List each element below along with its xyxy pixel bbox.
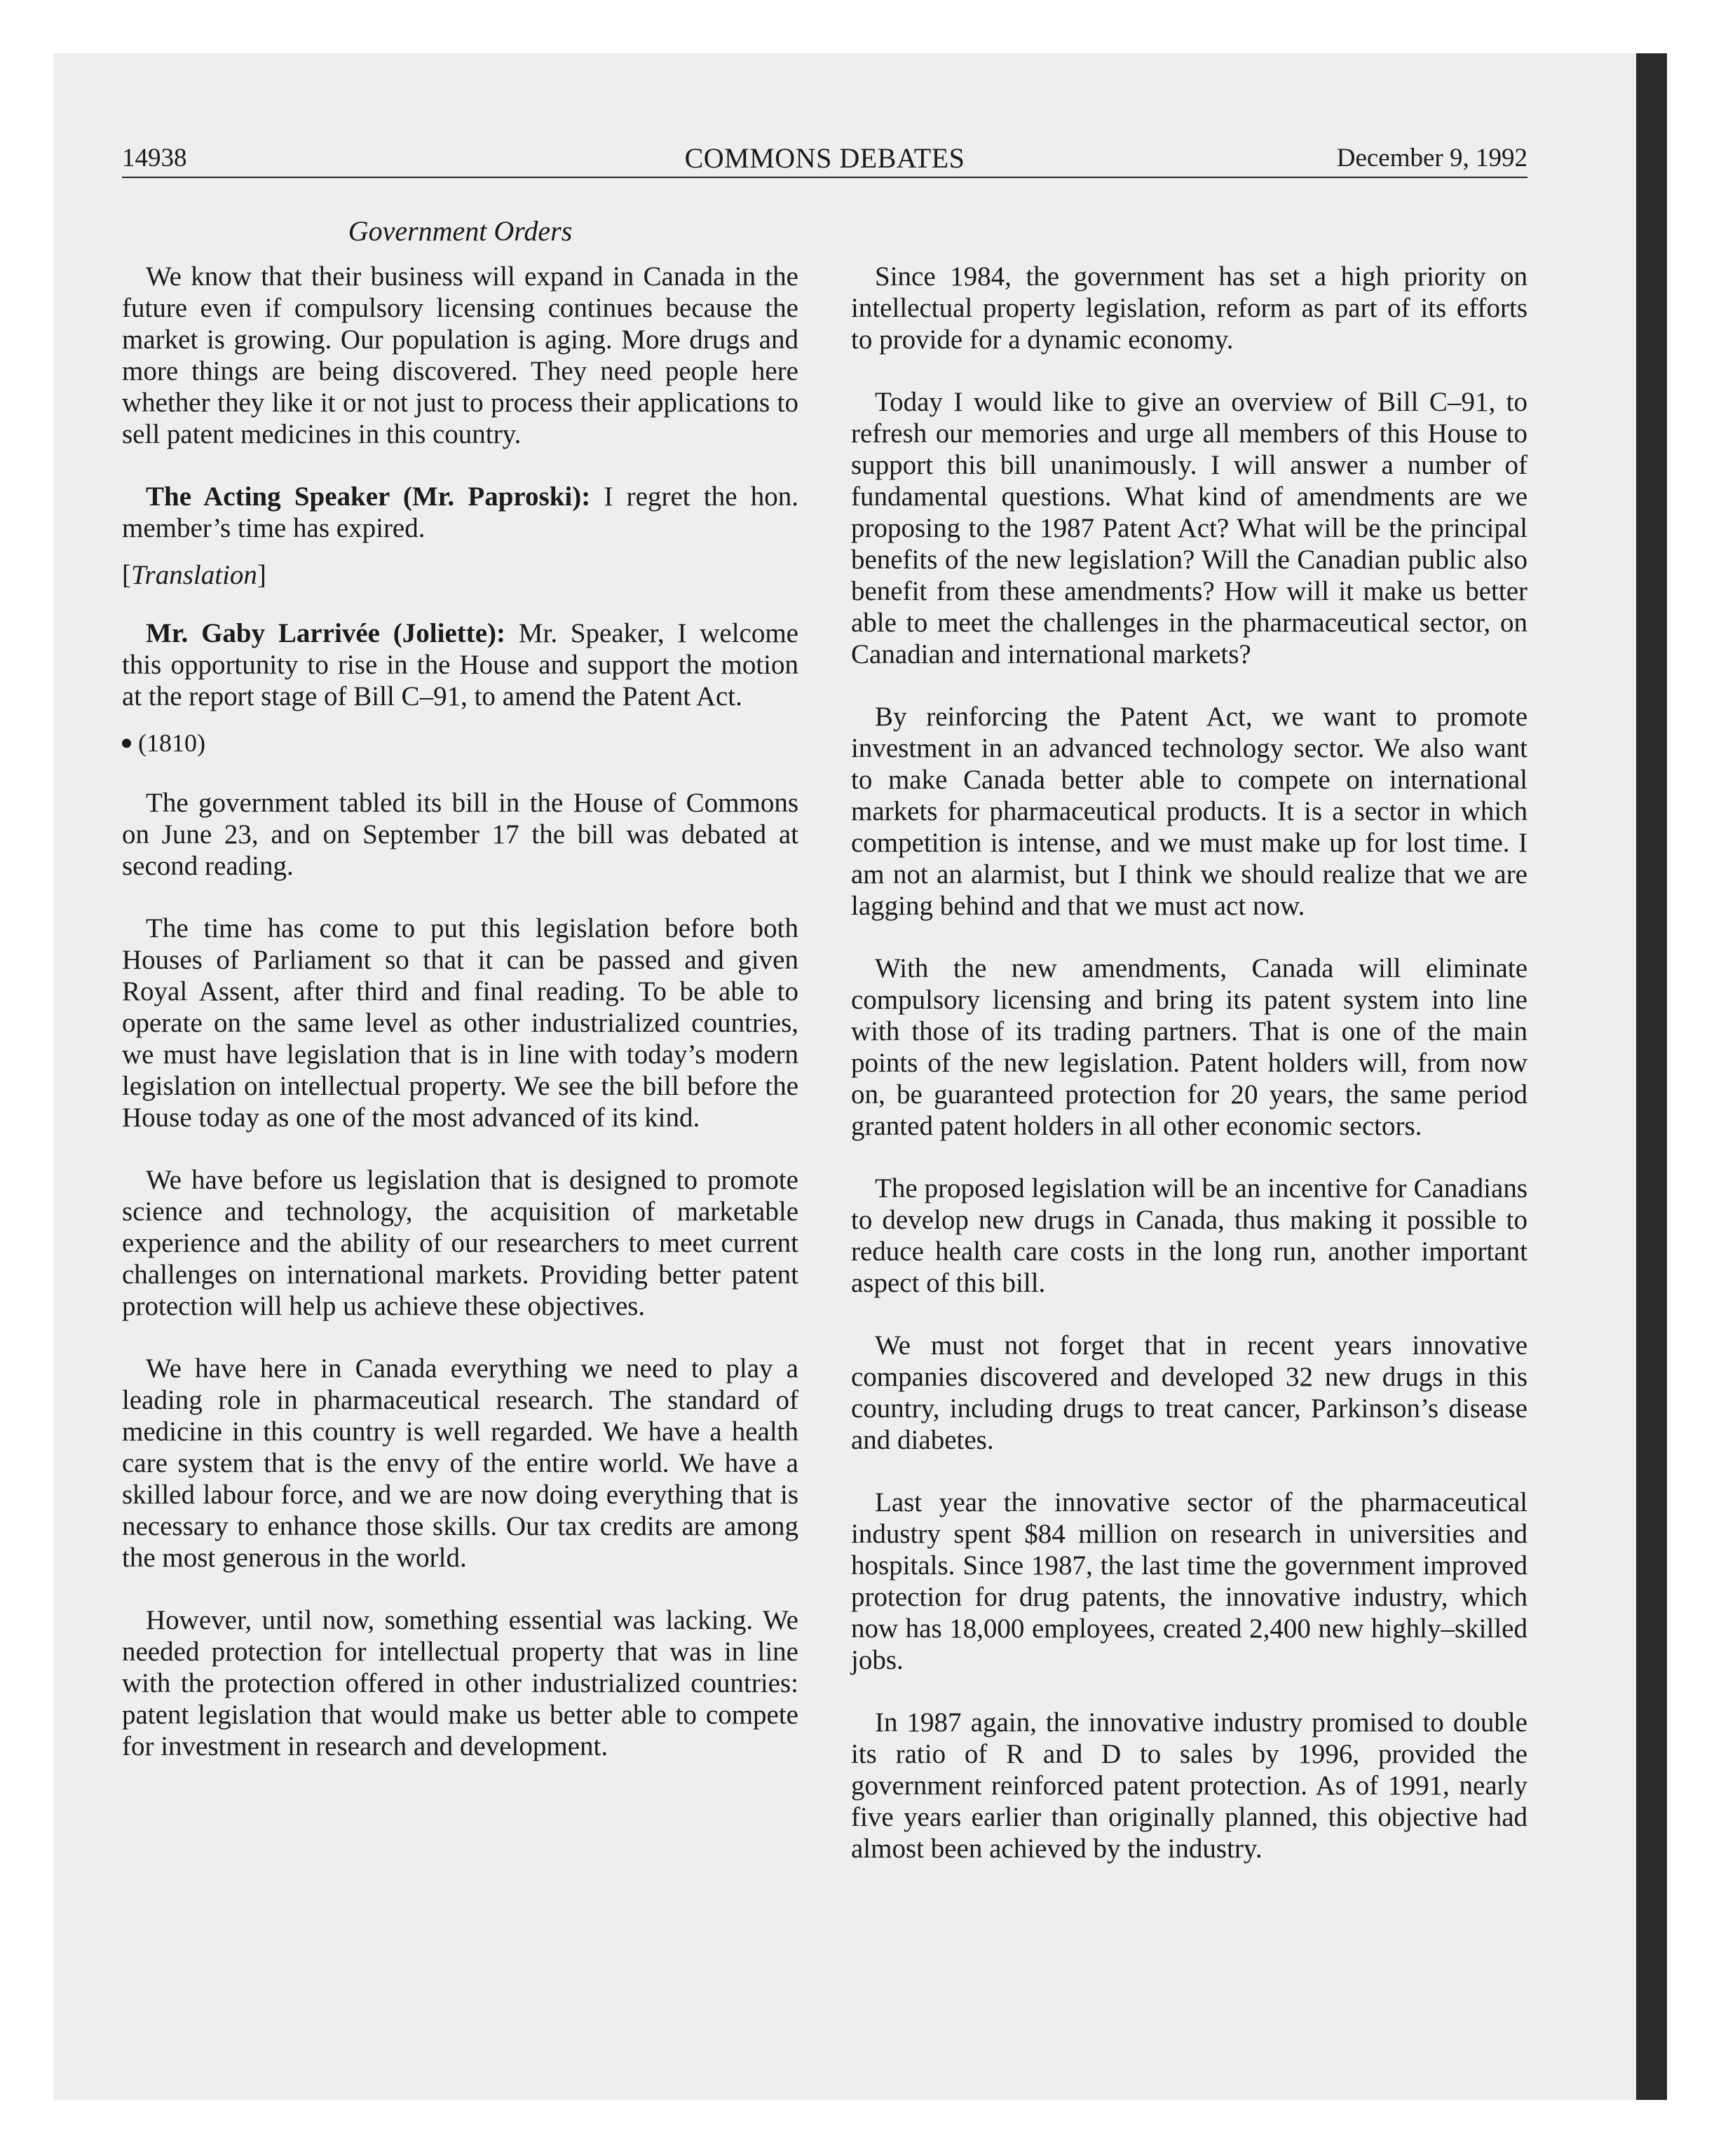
speaker-paragraph (122, 618, 798, 712)
speaker-name: The Acting Speaker (Mr. Paproski): (146, 482, 591, 512)
speaker-paragraph (122, 481, 798, 544)
right-column (851, 261, 1528, 1895)
bullet-icon (122, 739, 131, 748)
paragraph: The proposed legislation will be an incentive for Canadians to develop new drugs in Canada, thus making it possible to reduce health care costs in the long run, another important aspect of this bill. (851, 1173, 1528, 1298)
page-date: December 9, 1992 (1336, 144, 1528, 172)
scanned-page (53, 53, 1667, 2100)
paragraph: With the new amendments, Canada will eliminate compulsory licensing and bring its patent system into line with those of its trading partners. That is one of the main points of the new legislation. Patent holders will, from now on, be guaranteed protection for 20 years, the same period granted patent holders in all other economic sectors. (851, 953, 1528, 1141)
speaker-name: Mr. Gaby Larrivée (Joliette): (146, 618, 506, 648)
paragraph: We have here in Canada everything we need to play a leading role in pharmaceutical research. The standard of medicine in this country is well regarded. We have a health care system that is the envy of the entire world. We have a skilled labour force, and we are now doing everything that is necessary to enhance those skills. Our tax credits are among the most generous in the world. (122, 1353, 798, 1573)
time-marker (122, 728, 798, 759)
paragraph: However, until now, something essential was lacking. We needed protection for intellectual property that was in line with the protection offered in other industrialized countries: patent legislation that would make us better able to compete for investment in research and development. (122, 1605, 798, 1761)
paragraph: We know that their business will expand in Canada in the future even if compulsory licensing continues because the market is growing. Our population is aging. More drugs and more things are being discovered. They need people here whether they like it or not just to process their applications to sell patent medicines in this country. (122, 261, 798, 449)
paragraph: We must not forget that in recent years innovative companies discovered and developed 32 new drugs in this country, including drugs to treat cancer, Parkinson’s disease and diabetes. (851, 1330, 1528, 1455)
left-column (122, 261, 798, 1793)
speech-text: Mr. Speaker, I welcome this opportunity to rise in the House and support the motion at the report stage of Bill C–91, to amend the Patent Act. (122, 618, 798, 711)
paragraph: Since 1984, the government has set a high priority on intellectual property legislation, reform as part of its efforts to provide for a dynamic economy. (851, 261, 1528, 355)
paragraph: Last year the innovative sector of the pharmaceutical industry spent $84 million on research in universities and hospitals. Since 1987, the last time the government improved protection for drug patents, the innovative industry, which now has 18,000 employees, created 2,400 new highly–skilled jobs. (851, 1487, 1528, 1675)
page-header (122, 137, 1528, 179)
paragraph: The government tabled its bill in the House of Commons on June 23, and on September 17 the bill was debated at second reading. (122, 788, 798, 881)
paragraph: Today I would like to give an overview of Bill C–91, to refresh our memories and urge all members of this House to support this bill unanimously. I will answer a number of fundamental questions. What kind of amendments are we proposing to the 1987 Patent Act? What will be the principal benefits of the new legislation? Will the Canadian public also benefit from these amendments? How will it make us better able to meet the challenges in the pharmaceutical sector, on Canadian and international markets? (851, 387, 1528, 669)
section-heading: Government Orders (348, 215, 573, 247)
page-number: 14938 (122, 144, 187, 172)
running-title: COMMONS DEBATES (684, 142, 965, 174)
paragraph: The time has come to put this legislation before both Houses of Parliament so that it can be passed and given Royal Assent, after third and final reading. To be able to operate on the same level as other industrialized countries, we must have legislation that is in line with today’s modern legislation on intellectual property. We see the bill before the House today as one of the most advanced of its kind. (122, 913, 798, 1133)
bracket-open: [ (122, 560, 131, 590)
translation-marker (122, 559, 798, 591)
bracket-close: ] (257, 560, 266, 590)
time-marker-text: (1810) (138, 729, 205, 757)
paragraph: By reinforcing the Patent Act, we want to promote investment in an advanced technology sector. We also want to make Canada better able to compete on international markets for pharmaceutical products. It is a sector in which competition is intense, and we must make up for lost time. I am not an alarmist, but I think we should realize that we are lagging behind and that we must act now. (851, 702, 1528, 921)
paragraph: In 1987 again, the innovative industry promised to double its ratio of R and D to sales by 1996, provided the government reinforced patent protection. As of 1991, nearly five years earlier than originally planned, this objective had almost been achieved by the industry. (851, 1707, 1528, 1864)
paragraph: We have before us legislation that is designed to promote science and technology, the acquisition of marketable experience and the ability of our researchers to meet current challenges on international markets. Providing better patent protection will help us achieve these objectives. (122, 1165, 798, 1321)
scan-edge-shadow (1636, 53, 1667, 2100)
header-rule (122, 177, 1528, 178)
speech-text: I regret the hon. member’s time has expired. (122, 482, 798, 543)
translation-label: Translation (131, 560, 257, 590)
